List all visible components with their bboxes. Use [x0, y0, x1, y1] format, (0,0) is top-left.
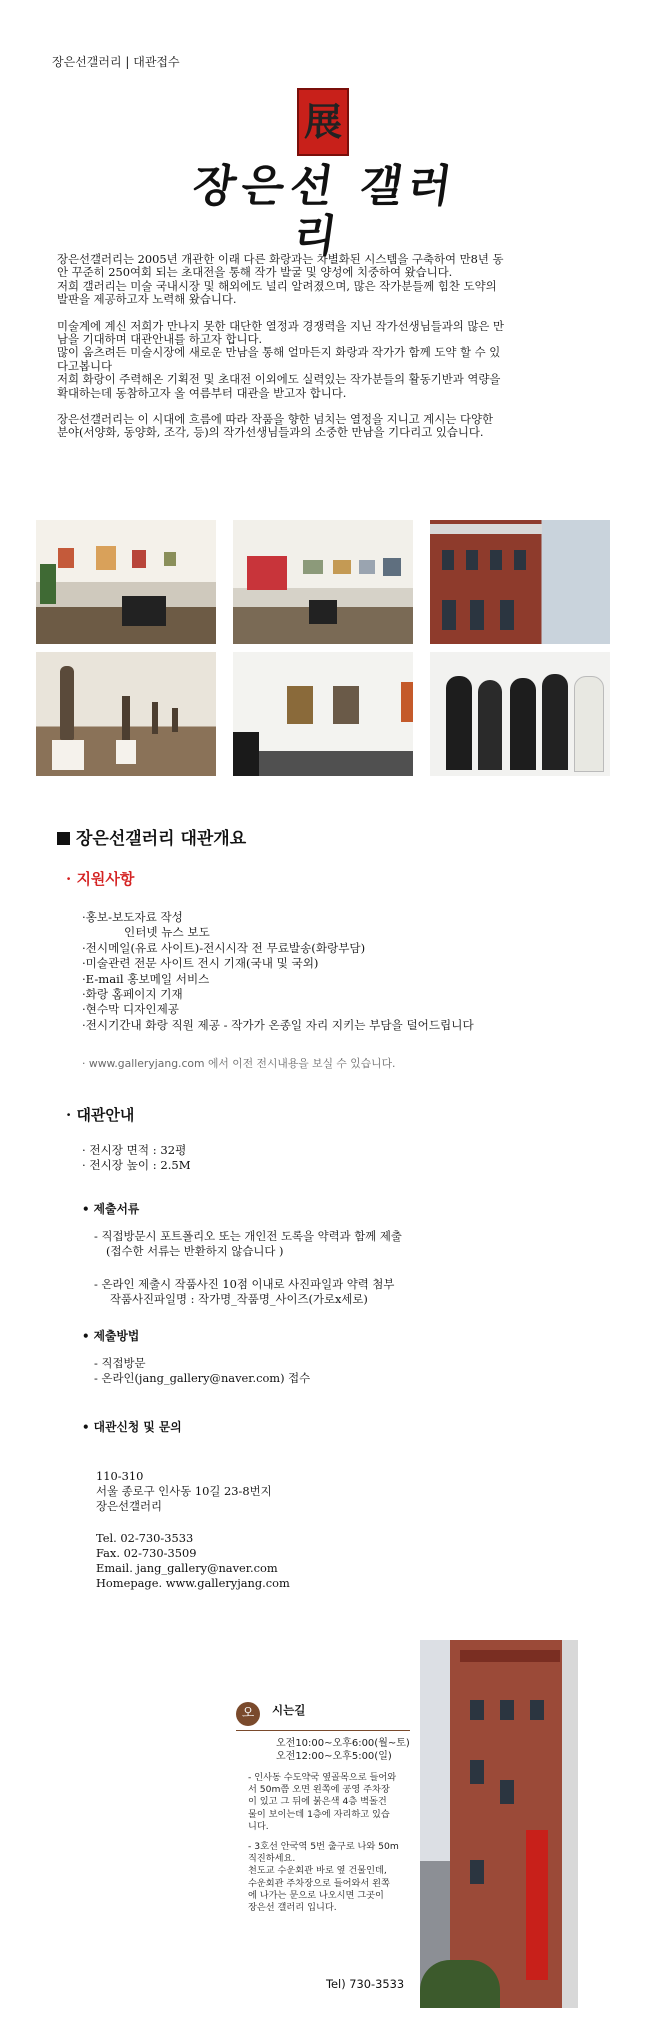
intro-paragraph-3 [57, 413, 597, 440]
intro-line: 남을 기대하며 대관안내를 하고자 합니다. [57, 332, 263, 347]
contact-email: Email. jang_gallery@naver.com [96, 1561, 278, 1575]
directions-paragraph-1 [248, 1772, 418, 1833]
directions-paragraph-2 [248, 1841, 418, 1914]
docs-line: (접수한 서류는 반환하지 않습니다 ) [106, 1244, 284, 1258]
support-item: ·홍보-보도자료 작성 [82, 910, 183, 924]
directions-line: - 인사동 수도약국 옆골목으로 들어와 [248, 1772, 397, 1783]
method-line: - 온라인(jang_gallery@naver.com) 접수 [94, 1371, 311, 1385]
opening-hours [276, 1737, 410, 1764]
contact-homepage: Homepage. www.galleryjang.com [96, 1576, 290, 1590]
sculpture-exhibition-photo [36, 652, 216, 776]
intro-text [57, 253, 597, 453]
intro-line: 저희 화랑이 주력해온 기획전 및 초대전 이외에도 실력있는 작가분들의 활동기반과 역량을 [57, 372, 501, 387]
docs-heading: • 제출서류 [82, 1202, 140, 1216]
method-heading: • 제출방법 [82, 1329, 140, 1343]
opening-ceremony-photo [430, 652, 610, 776]
intro-line: 안 꾸준히 250여회 되는 초대전을 통해 작가 발굴 및 양성에 치중하여 왔습니다. [57, 265, 453, 280]
gallery-building-image [420, 1640, 578, 2008]
directions-tel: Tel) 730-3533 [326, 1977, 405, 1991]
intro-line: 미술계에 계신 저희가 만나지 못한 대단한 열정과 경쟁력을 지닌 작가선생님들과의 많은 만 [57, 318, 504, 333]
support-heading: · 지원사항 [66, 870, 135, 888]
directions-line: 수운회관 주차장으로 들어와서 왼쪽 [248, 1877, 390, 1889]
hours-sunday: 오전12:00~오후5:00(일) [276, 1751, 392, 1763]
directions-line: 천도교 수운회관 바로 옆 건물인데, [248, 1865, 387, 1877]
website-note: · www.galleryjang.com 에서 이전 전시내용을 보실 수 있습니다. [82, 1057, 396, 1070]
support-item: ·현수막 디자인제공 [82, 1002, 179, 1017]
painting-exhibition-photo [233, 652, 413, 776]
method-line: - 직접방문 [94, 1356, 146, 1370]
hours-weekday: 오전10:00~오후6:00(월~토) [276, 1738, 410, 1749]
gallery-building-photo [430, 520, 610, 644]
directions-text [248, 1772, 418, 1922]
intro-line: 확대하는데 동참하고자 올 여름부터 대관을 받고자 합니다. [57, 385, 347, 400]
gallery-interior-photo-1 [36, 520, 216, 644]
header-breadcrumb: 장은선갤러리 | 대관접수 [52, 55, 180, 69]
intro-line: 발판을 제공하고자 노력해 왔습니다. [57, 292, 237, 307]
intro-line: 분야(서양화, 동양화, 조각, 등)의 작가선생님들과의 소중한 만남을 기다리고 있습니다. [57, 425, 484, 440]
address-line: 서울 종로구 인사동 10길 23-8번지 [96, 1484, 272, 1498]
contact-tel: Tel. 02-730-3533 [96, 1531, 194, 1545]
contact-fax: Fax. 02-730-3509 [96, 1546, 197, 1560]
support-item: 인터넷 뉴스 보도 [124, 925, 210, 940]
docs-line: - 온라인 제출시 작품사진 10점 이내로 사진파일과 약력 첨부 [94, 1277, 395, 1291]
rental-specs [82, 1143, 191, 1173]
directions-line: 직진하세요. [248, 1853, 296, 1865]
support-item: ·미술관련 전문 사이트 전시 기재(국내 및 국외) [82, 956, 319, 971]
gallery-seal-logo [297, 88, 349, 156]
directions-line: 에 나가는 문으로 나오시면 그곳이 [248, 1889, 384, 1901]
intro-line: 다고봅니다 [57, 358, 113, 373]
directions-divider [236, 1730, 410, 1731]
intro-line: 장은선갤러리는 2005년 개관한 이래 다른 화랑과는 차별화된 시스템을 구축하여 만8년 동 [57, 252, 504, 266]
address-line: 장은선갤러리 [96, 1499, 163, 1513]
directions-line: 니다. [248, 1820, 269, 1832]
rental-heading: · 대관안내 [66, 1106, 135, 1124]
docs-line: - 직접방문시 포트폴리오 또는 개인전 도록을 약력과 함께 제출 [94, 1229, 402, 1243]
support-item: ·화랑 홈페이지 기재 [82, 987, 183, 1002]
intro-paragraph-2 [57, 320, 597, 400]
gallery-interior-photo-2 [233, 520, 413, 644]
intro-paragraph-1 [57, 253, 597, 307]
support-item: ·전시메일(유료 사이트)-전시시작 전 무료발송(화랑부담) [82, 940, 366, 955]
intro-line: 장은선갤러리는 이 시대에 흐름에 따라 작품을 향한 넘치는 열정을 지니고 계시는 다양한 [57, 412, 493, 427]
section-title-text: 장은선갤러리 대관개요 [76, 829, 247, 849]
directions-line: - 3호선 안국역 5번 출구로 나와 50m [248, 1841, 399, 1853]
directions-badge: 오 [236, 1702, 260, 1726]
support-list [82, 910, 622, 1033]
docs-line: 작품사진파일명 : 작가명_작품명_사이즈(가로x세로) [110, 1292, 368, 1306]
intro-line: 저희 갤러리는 미술 국내시장 및 해외에도 널리 알려졌으며, 많은 작가분들께 힘찬 도약의 [57, 278, 497, 293]
section-title [57, 824, 246, 849]
directions-line: 이 있고 그 뒤에 붉은색 4층 벽돌건 [248, 1796, 387, 1808]
spec-height: · 전시장 높이 : 2.5M [82, 1158, 191, 1172]
address-line: 110-310 [96, 1469, 144, 1483]
directions-title: 시는길 [272, 1703, 306, 1717]
directions-line: 물이 보이는데 1층에 자리하고 있습 [248, 1808, 390, 1820]
contact-heading: • 대관신청 및 문의 [82, 1420, 182, 1434]
directions-line: 서 50m쯤 오면 왼쪽에 공영 주차장 [248, 1784, 390, 1796]
spec-area: · 전시장 면적 : 32평 [82, 1143, 187, 1157]
directions-line: 장은선 갤러리 입니다. [248, 1902, 337, 1914]
gallery-logo-name: 장은선 갤러리 [189, 161, 461, 262]
support-item: ·전시기간내 화랑 직원 제공 - 작가가 온종일 자리 지키는 부담을 덜어드립니다 [82, 1017, 474, 1032]
intro-line: 많이 움츠려든 미술시장에 새로운 만남을 통해 얼마든지 화랑과 작가가 함께 도약 할 수 있 [57, 345, 501, 360]
support-item: ·E-mail 홍보메일 서비스 [82, 971, 210, 986]
square-bullet-icon [57, 832, 70, 845]
seal-glyph: 展 [303, 99, 342, 144]
